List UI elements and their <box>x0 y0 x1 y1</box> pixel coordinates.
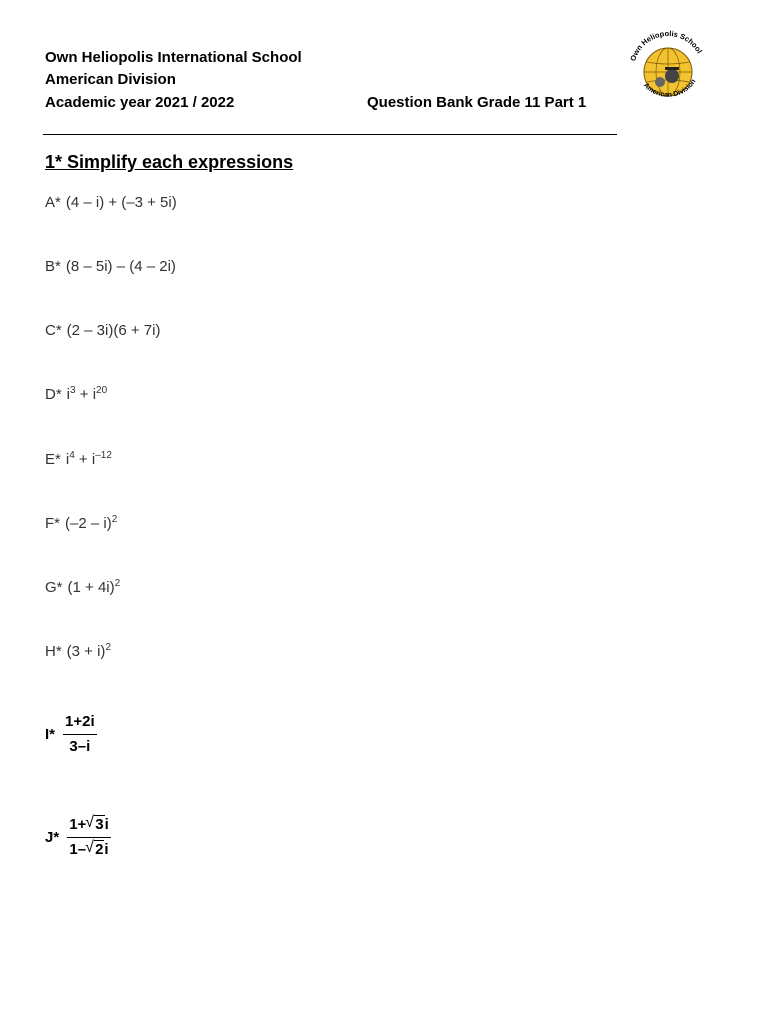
question-h <box>45 642 111 662</box>
logo-ring-text-bottom: American Division <box>641 78 698 99</box>
question-g <box>45 578 120 598</box>
term-base: (1 + 4i) <box>67 579 115 596</box>
term-base: (–2 – i) <box>65 515 112 532</box>
fraction-numerator <box>67 815 111 838</box>
fraction <box>63 712 97 757</box>
operator: + <box>75 386 93 403</box>
question-expression: (2 – 3i)(6 + 7i) <box>66 322 161 339</box>
term-exponent: 2 <box>111 514 118 525</box>
denominator-suffix: i <box>104 841 109 858</box>
term-exponent: 3 <box>70 385 76 396</box>
fraction-denominator: 3–i <box>69 738 91 755</box>
question-label: G* <box>45 579 63 596</box>
radicand: 3 <box>95 816 104 833</box>
question-c <box>45 321 160 341</box>
question-label: D* <box>45 386 62 403</box>
school-name: Own Heliopolis International School <box>45 49 302 66</box>
square-root <box>86 815 104 835</box>
square-root <box>86 840 104 860</box>
question-e <box>45 450 112 470</box>
question-label: A* <box>45 194 61 211</box>
question-label: H* <box>45 643 62 660</box>
question-label: I* <box>45 726 56 743</box>
operator: + <box>74 451 92 468</box>
question-label: C* <box>45 322 62 339</box>
question-label: J* <box>45 829 60 846</box>
denominator-prefix: 1– <box>69 841 87 858</box>
question-expression: (8 – 5i) – (4 – 2i) <box>65 258 176 275</box>
term-base: i <box>91 451 96 468</box>
question-expression: (4 – i) + (–3 + 5i) <box>65 194 177 211</box>
term-exponent: 4 <box>69 450 75 461</box>
question-a <box>45 193 177 213</box>
question-b <box>45 257 176 277</box>
school-logo <box>626 26 710 110</box>
term-exponent: –12 <box>95 450 112 461</box>
term-base: i <box>65 451 70 468</box>
fraction-denominator <box>67 838 110 860</box>
term-exponent: 20 <box>96 385 108 396</box>
logo-ring-text-top: Own Heliopolis School <box>628 28 705 63</box>
question-j <box>45 815 111 860</box>
term-exponent: 2 <box>114 578 121 589</box>
division-name: American Division <box>45 71 176 88</box>
question-i <box>45 712 97 757</box>
document-title: Question Bank Grade 11 Part 1 <box>367 94 587 111</box>
term-exponent: 2 <box>105 642 111 653</box>
numerator-prefix: 1+ <box>69 816 87 833</box>
academic-year: Academic year 2021 / 2022 <box>45 94 235 111</box>
term-base: (3 + i) <box>66 643 106 660</box>
fraction <box>67 815 111 860</box>
fraction-numerator: 1+2i <box>63 712 97 735</box>
numerator-suffix: i <box>104 816 109 833</box>
question-f <box>45 514 117 534</box>
question-label: E* <box>45 451 61 468</box>
question-label: B* <box>45 258 61 275</box>
question-d <box>45 385 107 405</box>
term-base: i <box>92 386 97 403</box>
question-label: F* <box>45 515 60 532</box>
section-heading: 1* Simplify each expressions <box>45 152 294 172</box>
radicand: 2 <box>95 841 104 858</box>
term-base: i <box>66 386 71 403</box>
header-divider <box>43 134 617 135</box>
